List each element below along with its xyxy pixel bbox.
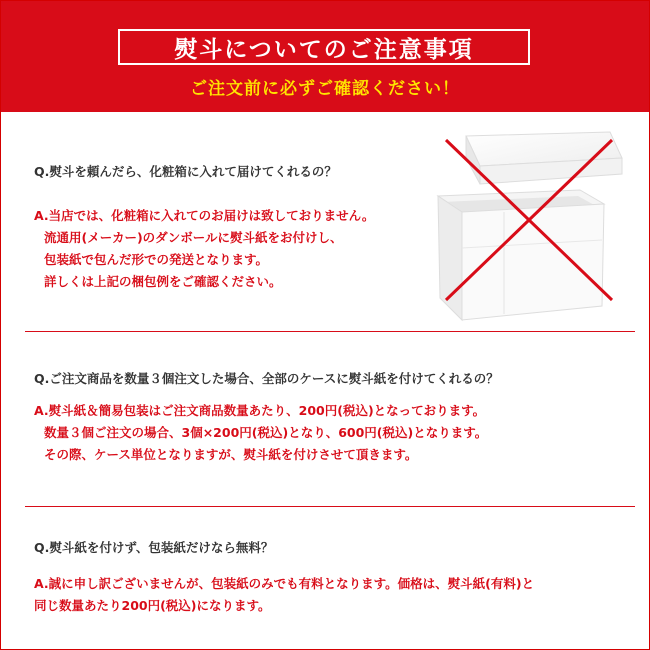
answer-1-line-1: A.当店では、化粧箱に入れてのお届けは致しておりません。 — [34, 208, 375, 223]
question-1: Q.熨斗を頼んだら、化粧箱に入れて届けてくれるの？ — [34, 164, 337, 179]
answer-2-line-1: A.熨斗紙＆簡易包装はご注文商品数量あたり、200円(税込)となっております。 — [34, 403, 486, 418]
answer-3-line-2: 同じ数量あたり200円(税込)になります。 — [34, 598, 271, 613]
question-3: Q.熨斗紙を付けず、包装紙だけなら無料？ — [34, 540, 274, 555]
page-title: 熨斗についてのご注意事項 — [118, 29, 530, 65]
page-subtitle: ご注文前に必ずご確認ください！ — [190, 79, 460, 99]
answer-3-line-1: A.誠に申し訳ございませんが、包装紙のみでも有料となります。価格は、熨斗紙(有料)と — [34, 576, 535, 591]
answer-2-line-3: その際、ケース単位となりますが、熨斗紙を付けさせて頂きます。 — [44, 447, 418, 462]
answer-2-line-2: 数量３個ご注文の場合、3個×200円(税込)となり、600円(税込)となります。 — [44, 425, 488, 440]
question-2: Q.ご注文商品を数量３個注文した場合、全部のケースに熨斗紙を付けてくれるの？ — [34, 371, 499, 386]
answer-1-line-4: 詳しくは上記の梱包例をご確認ください。 — [44, 274, 282, 289]
answer-1-line-3: 包装紙で包んだ形での発送となります。 — [44, 252, 269, 267]
answer-1-line-2: 流通用(メーカー)のダンボールに熨斗紙をお付けし、 — [44, 230, 343, 245]
